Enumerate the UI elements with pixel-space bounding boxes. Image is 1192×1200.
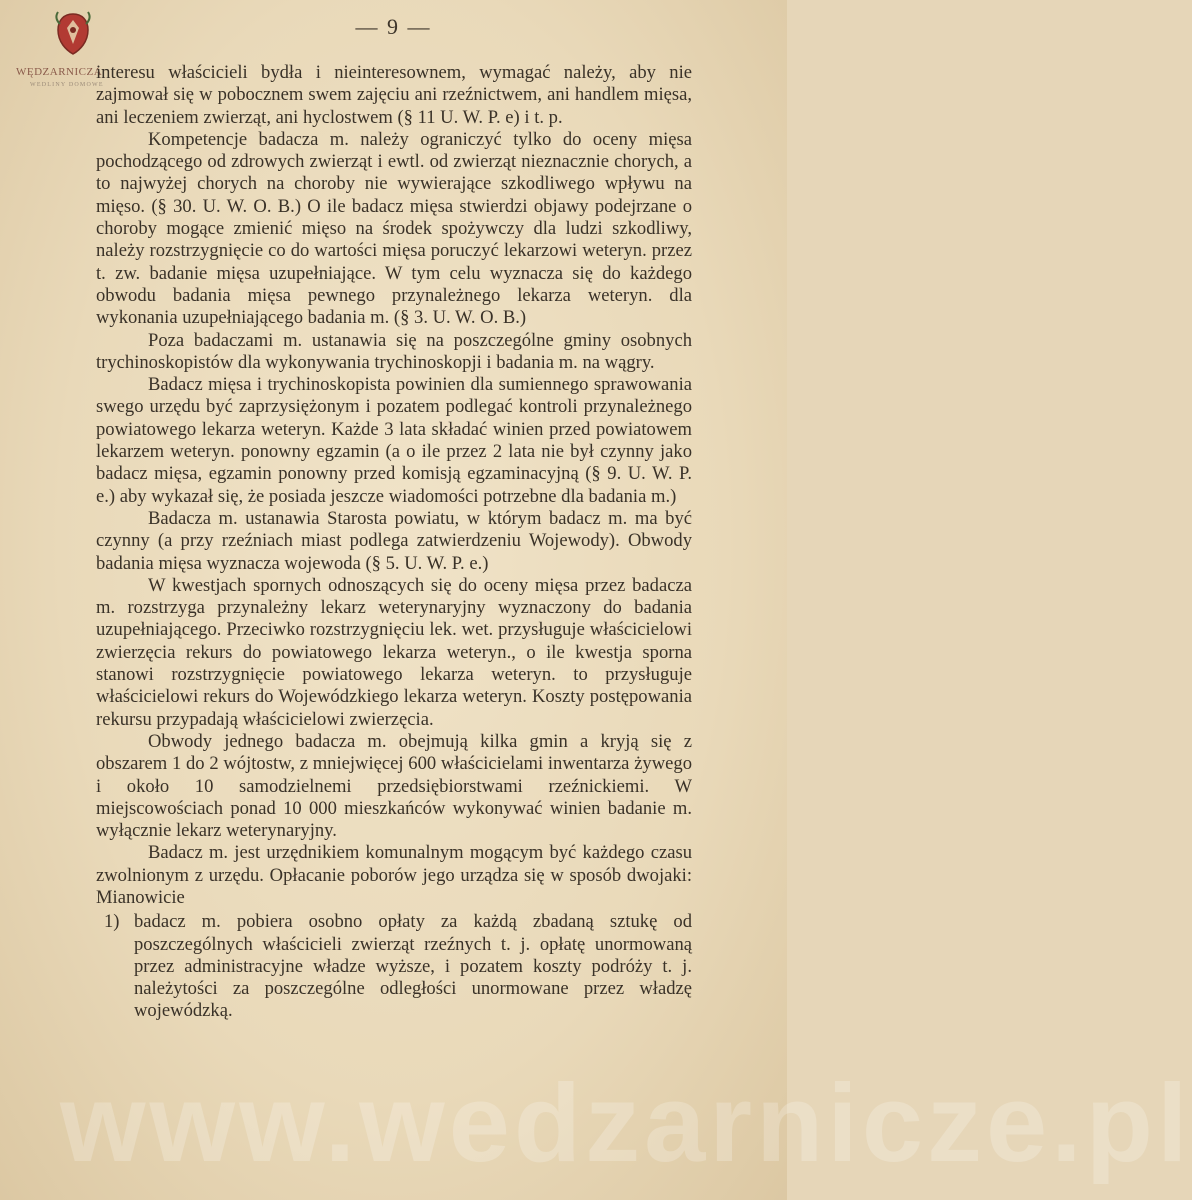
body-text — [96, 62, 692, 1023]
paragraph: Badacza m. ustanawia Starosta powiatu, w którym badacz m. ma być czynny (a przy rzeźniach miast podlega zatwierdzeniu Wojewody). Obwody badania mięsa wyznacza wojewoda (§ 5. U. W. P. e.) — [96, 507, 692, 574]
list-item-number: 1) — [104, 911, 120, 933]
paragraph: Badacz mięsa i trychinoskopista powinien dla sumiennego sprawowania swego urzędu być zaprzysiężonym i pozatem podlegać kontroli przynależnego powiatowego lekarza weteryn. Każde 3 lata składać winien przed powiatowem lekarzem weteryn. ponowny egzamin (a o ile przez 2 lata nie był czynny jako badacz mięsa, egzamin ponowny przed komisją egzaminacyjną (§ 9. U. W. P. e.) aby wykazał się, że posiada jeszcze wiadomości potrzebne dla badania m.) — [96, 374, 692, 507]
paragraph: Obwody jednego badacza m. obejmują kilka gmin a kryją się z obszarem 1 do 2 wójtostw, z mniejwięcej 600 właścicielami inwentarza żywego i około 10 samodzielnemi przedsiębiorstwami rzeźnickiemi. W miejscowościach ponad 10 000 mieszkańców wykonywać winien badanie m. wyłącznie lekarz weterynaryjny. — [96, 730, 692, 842]
watermark: www.wedzarnicze.pl — [60, 1062, 1192, 1185]
list-item-text: badacz m. pobiera osobno opłaty za każdą zbadaną sztukę od poszczególnych właścicieli zwierząt rzeźnych t. j. opłatę unormowaną przez administracyjne władze wyższe, i pozatem koszty podróży t. j. należytości za poszczególne odległości unormowane przez władzę wojewódzką. — [134, 911, 692, 1022]
paragraph: Poza badaczami m. ustanawia się na poszczególne gminy osobnych trychinoskopistów dla wykonywania trychinoskopji i badania m. na wągry. — [96, 329, 692, 373]
logo-text: WĘDZARNICZA — [16, 66, 103, 78]
paragraph-continuation: interesu właścicieli bydła i nieinteresownem, wymagać należy, aby nie zajmował się w pobocznem swem zajęciu ani rzeźnictwem, ani handlem mięsa, ani leczeniem zwierząt, ani hyclostwem (§ 11 U. W. P. e) i t. p. — [96, 62, 692, 128]
logo-subtext: WEDLINY DOMOWE — [30, 82, 104, 88]
list-item — [96, 911, 692, 1022]
paragraph: Kompetencje badacza m. należy ograniczyć tylko do oceny mięsa pochodzącego od zdrowych zwierząt i ewtl. od zwierząt nieznacznie chorych, a to najwyżej chorych na choroby nie wywierające szkodliwego wpływu na mięso. (§ 30. U. W. O. B.) O ile badacz mięsa stwierdzi objawy podejrzane o choroby mogące zmienić mięso na środek spożywczy dla ludzi szkodliwy, należy rozstrzygnięcie co do wartości mięsa poruczyć lekarzowi weteryn. przez t. zw. badanie mięsa uzupełniające. W tym celu wyznacza się do każdego obwodu badania mięsa pewnego przynależnego lekarza weteryn. dla wykonania uzupełniającego badania m. (§ 3. U. W. O. B.) — [96, 128, 692, 329]
page-number: — 9 — — [355, 14, 432, 39]
paragraph: Badacz m. jest urzędnikiem komunalnym mogącym być każdego czasu zwolnionym z urzędu. Opłacanie poborów jego urządza się w sposób dwojaki: Mianowicie — [96, 842, 692, 908]
paragraph: W kwestjach spornych odnoszących się do oceny mięsa przez badacza m. rozstrzyga przynależny lekarz weterynaryjny wyznaczony do badania uzupełniającego. Przeciwko rozstrzygnięciu lek. wet. przysługuje właścicielowi zwierzęcia rekurs do powiatowego lekarza weteryn., o ile kwestja sporna stanowi rozstrzygnięcie powiatowego lekarza weteryn. to przysługuje właścicielowi rekurs do Wojewódzkiego lekarza weteryn. Koszty postępowania rekursu przypadają właścicielowi zwierzęcia. — [96, 574, 692, 730]
